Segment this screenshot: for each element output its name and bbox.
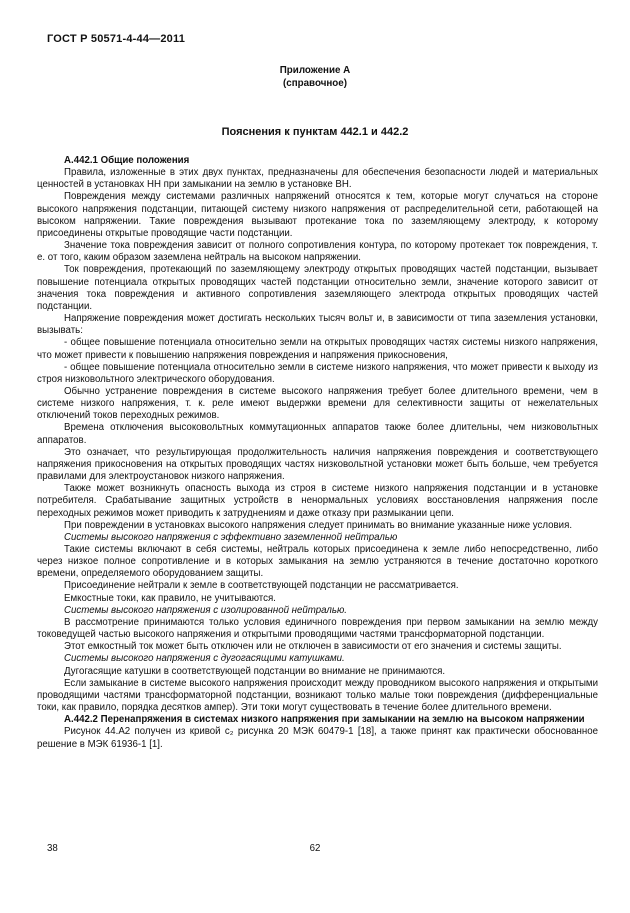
section-heading: А.442.2 Перенапряжения в системах низкого напряжения при замыкании на землю на высоком напряжении (64, 714, 585, 726)
paragraph: Присоединение нейтрали к земле в соответствующей подстанции не рассматривается. (64, 580, 459, 592)
paragraph: Рисунок 44.А2 получен из кривой c₂ рисунка 20 МЭК 60479-1 [18], а также принят как практически обоснованное решение в МЭК 61936-1 [1]. (37, 726, 598, 750)
sheet-number: 38 (47, 843, 58, 854)
paragraph: Напряжение повреждения может достигать нескольких тысяч вольт и, в зависимости от типа заземления установки, вызывать: (37, 313, 598, 337)
paragraph: Времена отключения высоковольтных коммутационных аппаратов также более длительны, чем низковольтных аппаратов. (37, 422, 598, 446)
paragraph: При повреждении в установках высокого напряжения следует принимать во внимание указанные ниже условия. (64, 519, 573, 531)
paragraph: Значение тока повреждения зависит от полного сопротивления контура, по которому протекает ток повреждения, т. е. от того, каким образом заземлена нейтраль на высоком напряжении. (37, 240, 598, 264)
paragraph: Системы высокого напряжения с изолированной нейтралью. (64, 604, 347, 616)
paragraph: Это означает, что результирующая продолжительность наличия напряжения повреждения и соответствующего напряжения прикосновения на открытых проводящих частях низковольтной установки может быть больше, чем требуется правилами для электроустановок низкого напряжения. (37, 446, 598, 483)
page-footer (0, 843, 630, 855)
section-heading: А.442.1 Общие положения (64, 155, 190, 166)
paragraph: Если замыкание в системе высокого напряжения происходит между проводником высокого напряжения и открытыми проводящими частями трансформаторной подстанции, возникают только малые токи повреждения (дифференциальные токи, как правило, порядка десятков ампер). Эти токи могут существовать в течение более длительного времени. (37, 677, 598, 714)
paragraph: Повреждения между системами различных напряжений относятся к тем, которые могут случаться на стороне высокого напряжения подстанции, питающей систему низкого напряжения от распределительной сети, работающей на высоком напряжении. Такие повреждения вызывают протекание тока по заземляющему электроду, к которому присоединены открытые проводящие части подстанции. (37, 191, 598, 239)
annex-title: Приложение А (279, 65, 351, 76)
paragraph: Такие системы включают в себя системы, нейтраль которых присоединена к земле либо непосредственно, либо через низкое полное сопротивление и в которых замыкания на землю устраняются в течение достаточно короткого времени, определяемого оборудованием защиты. (37, 544, 598, 580)
paragraph: Ток повреждения, протекающий по заземляющему электроду открытых проводящих частей подстанции, вызывает повышение потенциала открытых проводящих частей подстанции относительно земли, значение которого зависит от значения тока повреждения и активного сопротивления заземляющего электрода открытых проводящих частей подстанции. (37, 264, 598, 312)
paragraph: Этот емкостный ток может быть отключен или не отключен в зависимости от его значения и системы защиты. (64, 641, 562, 653)
paragraph: Дугогасящие катушки в соответствующей подстанции во внимание не принимаются. (64, 665, 446, 677)
paragraph: Обычно устранение повреждения в системе высокого напряжения требует более длительного времени, чем в системе низкого напряжения, т. к. реле имеют выдержки времени для селективности защиты от нежелательных отключений токов переходных режимов. (37, 385, 598, 422)
paragraph: Системы высокого напряжения с эффективно заземленной нейтралью (64, 531, 398, 543)
paragraph: Системы высокого напряжения с дугогасящими катушками. (64, 653, 345, 665)
paragraph: Правила, изложенные в этих двух пунктах, предназначены для обеспечения безопасности людей и материальных ценностей в установках НН при замыкании на землю в установке ВН. (37, 167, 598, 191)
page-number: 62 (309, 843, 321, 854)
document-body (37, 155, 598, 751)
annex-label (0, 64, 630, 90)
annex-type: (справочное) (283, 78, 347, 89)
paragraph: - общее повышение потенциала относительно земли на открытых проводящих частях системы низкого напряжения, что может привести к повышению напряжения повреждения и напряжения прикосновения, (37, 337, 598, 361)
paragraph: В рассмотрение принимаются только условия единичного повреждения при первом замыкании на землю между токоведущей частью высокого напряжения и открытыми проводящими частями трансформаторной подстанции. (37, 616, 598, 641)
page-title: Пояснения к пунктам 442.1 и 442.2 (221, 126, 409, 138)
document-header: ГОСТ Р 50571-4-44—2011 (47, 33, 186, 45)
paragraph: Емкостные токи, как правило, не учитываются. (64, 592, 276, 604)
paragraph: - общее повышение потенциала относительно земли в системе низкого напряжения, что может привести к выходу из строя низковольтного электрического оборудования. (37, 361, 598, 385)
paragraph: Также может возникнуть опасность выхода из строя в системе низкого напряжения подстанции и в установке потребителя. Срабатывание защитных устройств в ненормальных условиях восстановления напряжения после переходных режимов может приводить к затруднениям и даже отказу при размыкании цепи. (37, 483, 598, 519)
